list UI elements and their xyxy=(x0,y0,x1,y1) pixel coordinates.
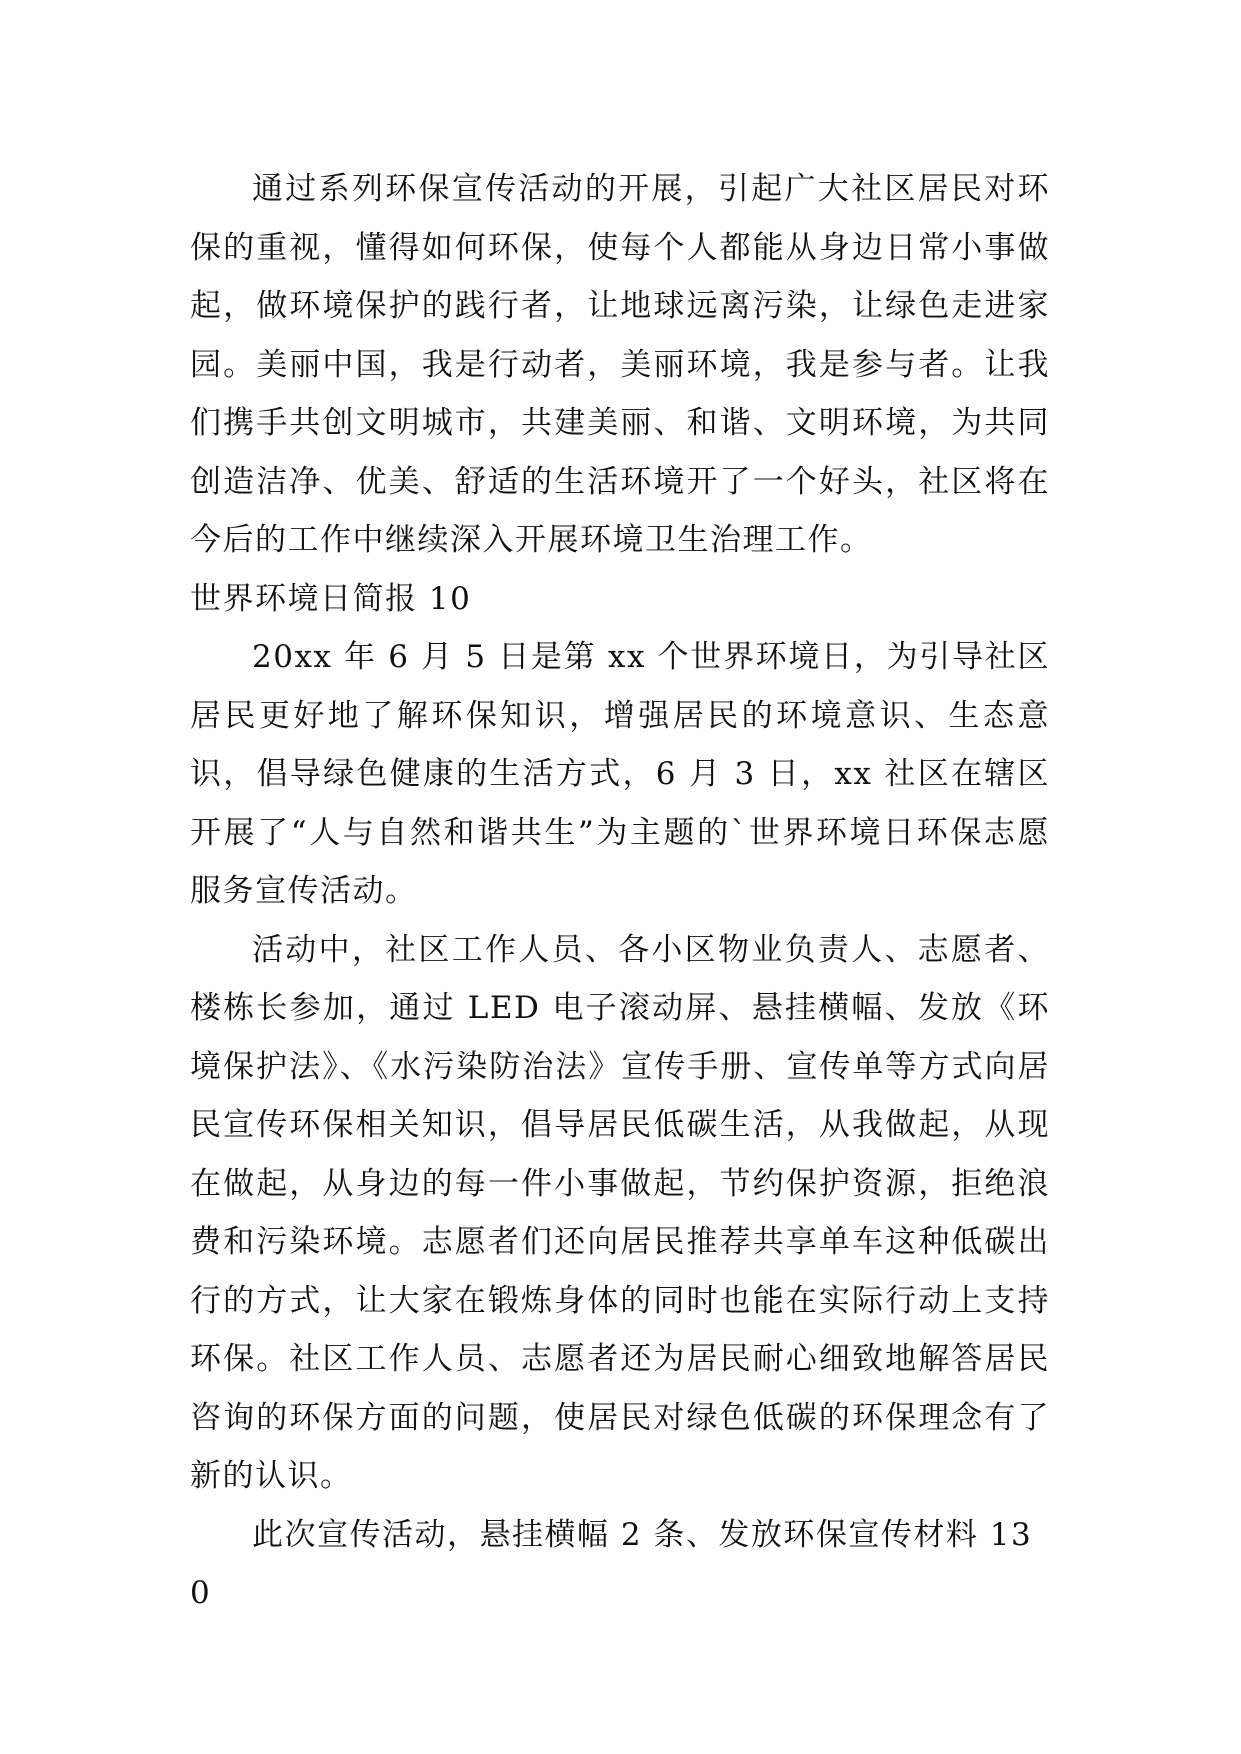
paragraph-activity: 活动中，社区工作人员、各小区物业负责人、志愿者、楼栋长参加，通过 LED 电子滚动屏、悬挂横幅、发放《环境保护法》、《水污染防治法》宣传手册、宣传单等方式向居民宣传环保相关知识，倡导居民低碳生活，从我做起，从现在做起，从身边的每一件小事做起，节约保护资源，拒绝浪费和污染环境。志愿者们还向居民推荐共享单车这种低碳出行的方式，让大家在锻炼身体的同时也能在实际行动上支持环保。社区工作人员、志愿者还为居民耐心细致地解答居民咨询的环保方面的问题，使居民对绿色低碳的环保理念有了新的认识。 xyxy=(190,931,1050,1494)
paragraph-intro: 20xx 年 6 月 5 日是第 xx 个世界环境日，为引导社区居民更好地了解环保知识，增强居民的环境意识、生态意识，倡导绿色健康的生活方式，6 月 3 日，xx 社区在辖区开展了“人与自然和谐共生”为主题的`世界环境日环保志愿服务宣传活动。 xyxy=(190,639,1050,909)
section-heading: 世界环境日简报 10 xyxy=(190,580,472,617)
paragraph-results: 此次宣传活动，悬挂横幅 2 条、发放环保宣传材料 130 xyxy=(190,1516,1033,1611)
document-body xyxy=(190,160,1050,1623)
paragraph-summary: 通过系列环保宣传活动的开展，引起广大社区居民对环保的重视，懂得如何环保，使每个人都能从身边日常小事做起，做环境保护的践行者，让地球远离污染，让绿色走进家园。美丽中国，我是行动者，美丽环境，我是参与者。让我们携手共创文明城市，共建美丽、和谐、文明环境，为共同创造洁净、优美、舒适的生活环境开了一个好头，社区将在今后的工作中继续深入开展环境卫生治理工作。 xyxy=(190,171,1050,558)
